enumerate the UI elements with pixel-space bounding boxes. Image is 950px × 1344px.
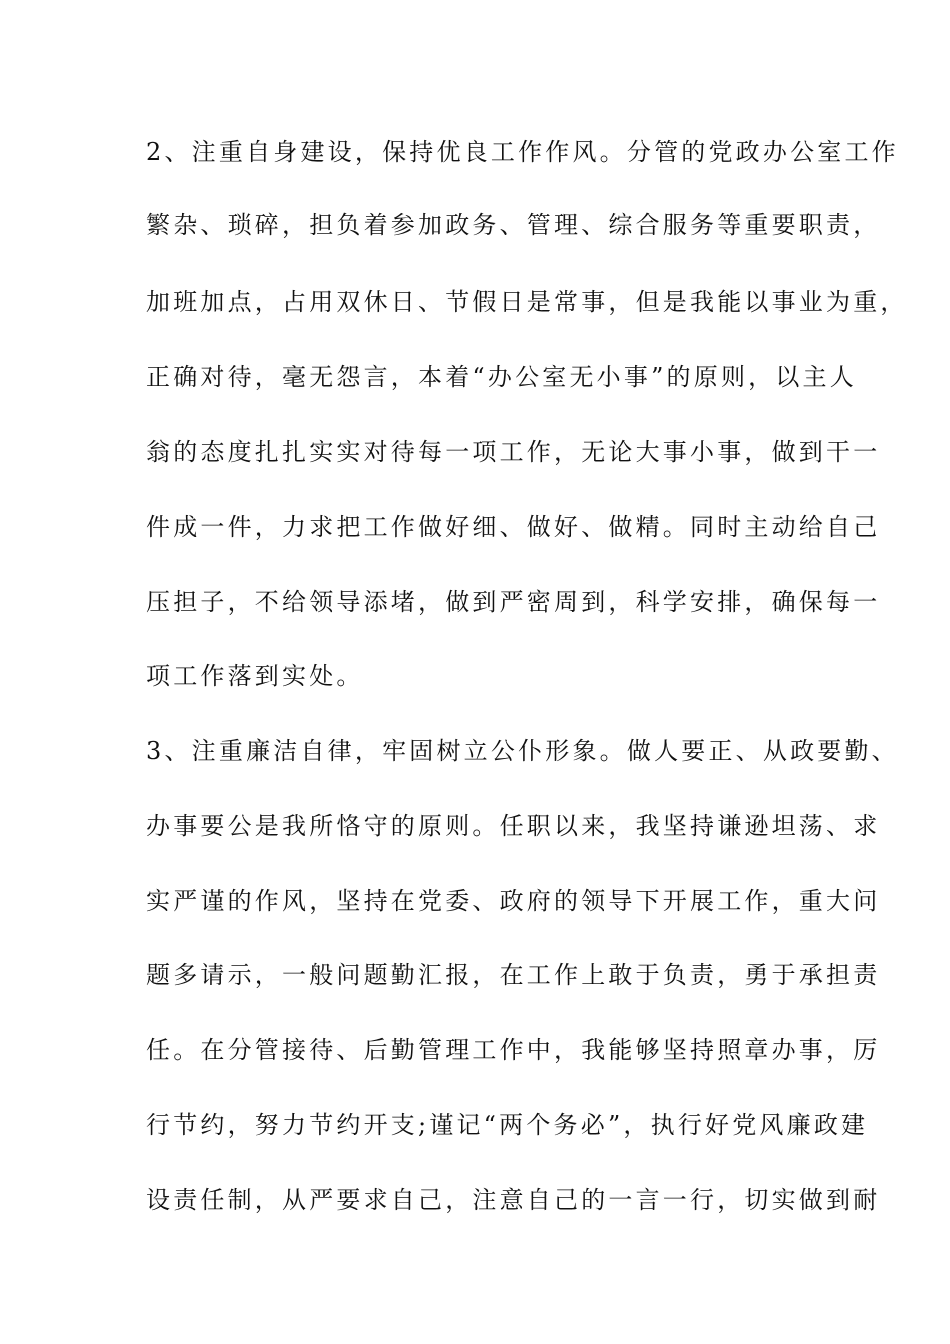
text-line-1: 2、注重自身建设，保持优良工作作风。分管的党政办公室工作 [146, 138, 899, 166]
text-line-8: 项工作落到实处。 [146, 662, 364, 690]
text-line-6: 件成一件，力求把工作做好细、做好、做精。同时主动给自己 [146, 513, 881, 541]
text-line-7: 压担子，不给领导添堵，做到严密周到，科学安排，确保每一 [146, 588, 881, 616]
text-line-2: 繁杂、琐碎，担负着参加政务、管理、综合服务等重要职责， [146, 211, 881, 239]
text-line-12: 题多请示，一般问题勤汇报，在工作上敢于负责，勇于承担责 [146, 961, 881, 989]
text-line-11: 实严谨的作风，坚持在党委、政府的领导下开展工作，重大问 [146, 887, 881, 915]
text-line-14: 行节约，努力节约开支;谨记“两个务必”，执行好党风廉政建 [146, 1111, 869, 1139]
text-line-3: 加班加点，占用双休日、节假日是常事，但是我能以事业为重， [146, 288, 908, 316]
text-line-15: 设责任制，从严要求自己，注意自己的一言一行，切实做到耐 [146, 1186, 881, 1214]
text-line-9: 3、注重廉洁自律，牢固树立公仆形象。做人要正、从政要勤、 [146, 737, 899, 765]
text-line-13: 任。在分管接待、后勤管理工作中，我能够坚持照章办事，厉 [146, 1036, 881, 1064]
text-line-5: 翁的态度扎扎实实对待每一项工作，无论大事小事，做到干一 [146, 438, 881, 466]
text-line-4: 正确对待，毫无怨言，本着“办公室无小事”的原则，以主人 [146, 363, 857, 391]
text-line-10: 办事要公是我所恪守的原则。任职以来，我坚持谦逊坦荡、求 [146, 812, 881, 840]
